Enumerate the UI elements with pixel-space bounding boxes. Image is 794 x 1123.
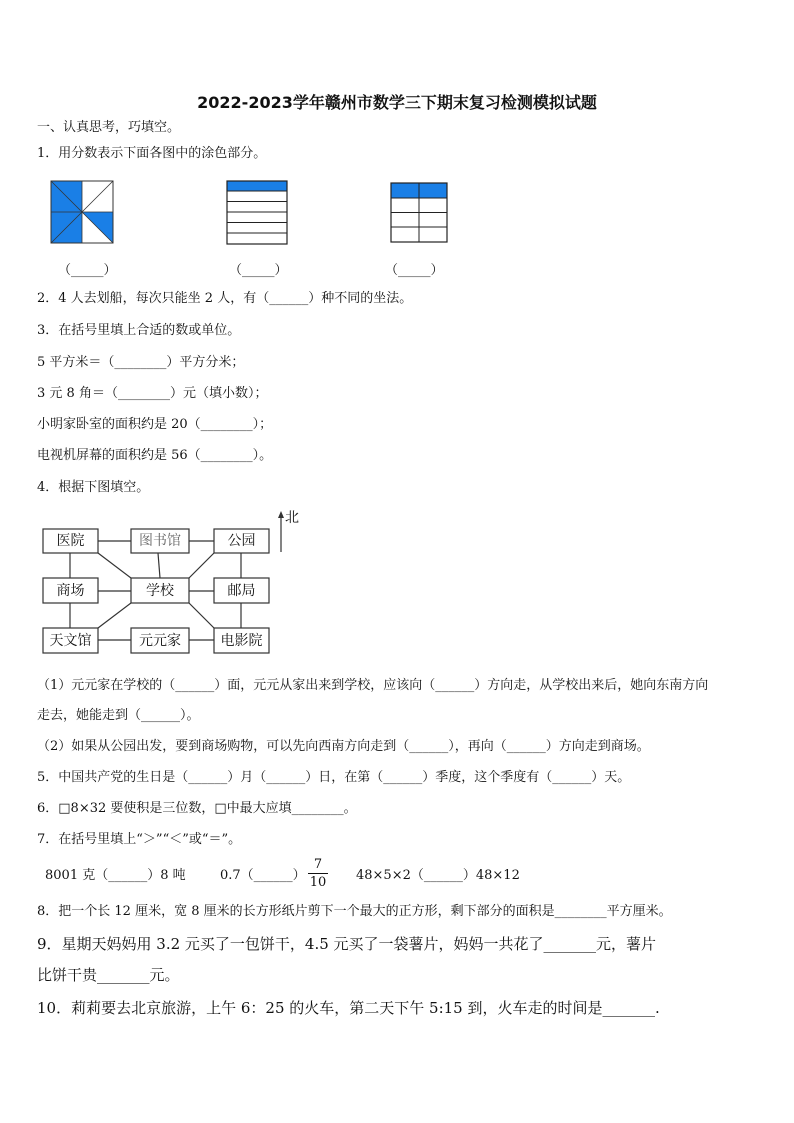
location-map (40, 510, 310, 660)
question-10: 10．莉莉要去北京旅游，上午 6：25 的火车，第二天下午 5:15 到，火车走的时间是_______. (37, 999, 660, 1017)
question-3-line-4: 电视机屏幕的面积约是 56（________）。 (37, 448, 273, 463)
map-mall: 商场 (56, 583, 85, 599)
question-4: 4．根据下图填空。 (37, 480, 150, 495)
fraction-numerator: 7 (308, 856, 328, 874)
map-park: 公园 (227, 533, 256, 549)
question-3: 3．在括号里填上合适的数或单位。 (37, 323, 241, 338)
map-post-office: 邮局 (227, 583, 256, 599)
figure-strip-rectangle (226, 180, 288, 246)
page-title: 2022-2023学年赣州市数学三下期末复习检测模拟试题 (197, 93, 597, 112)
section-heading: 一、认真思考，巧填空。 (37, 120, 181, 135)
question-7-item-b: 0.7（______） (220, 868, 306, 883)
question-6: 6．□8×32 要使积是三位数，□中最大应填________。 (37, 801, 357, 816)
figure-2-answer: （_____） (229, 263, 288, 278)
map-school: 学校 (146, 583, 174, 599)
fraction-seven-tenths (308, 856, 328, 891)
question-7-item-c: 48×5×2（______）48×12 (356, 868, 520, 883)
question-3-line-3: 小明家卧室的面积约是 20（________）； (37, 417, 273, 432)
map-library: 图书馆 (139, 533, 181, 549)
figure-square-triangles (50, 180, 114, 244)
map-observatory: 天文馆 (49, 633, 92, 649)
map-yuanyuan-home: 元元家 (139, 633, 181, 649)
question-5: 5．中国共产党的生日是（______）月（______）日，在第（______）季度，这个季度有（______）天。 (37, 770, 631, 785)
fraction-denominator: 10 (309, 875, 327, 890)
question-4-part-2: （2）如果从公园出发，要到商场购物，可以先向西南方向走到（______），再向（______）方向走到商场。 (37, 739, 650, 754)
question-8: 8．把一个长 12 厘米，宽 8 厘米的长方形纸片剪下一个最大的正方形，剩下部分的面积是________平方厘米。 (37, 904, 672, 919)
question-9-line-2: 比饼干贵_______元。 (37, 966, 180, 984)
question-1: 1．用分数表示下面各图中的涂色部分。 (37, 146, 267, 161)
question-3-line-2: 3 元 8 角＝（________）元（填小数）； (37, 386, 268, 401)
question-9-line-1: 9．星期天妈妈用 3.2 元买了一包饼干，4.5 元买了一袋薯片，妈妈一共花了_______元，薯片 (37, 935, 657, 953)
map-hospital: 医院 (56, 533, 85, 549)
figure-3-answer: （_____） (385, 263, 444, 278)
question-3-line-1: 5 平方米＝（________）平方分米； (37, 355, 245, 370)
figure-grid (390, 182, 448, 244)
map-cinema: 电影院 (220, 633, 263, 649)
question-2: 2．4 人去划船，每次只能坐 2 人，有（______）种不同的坐法。 (37, 291, 413, 306)
question-4-part-1a: （1）元元家在学校的（______）面，元元从家出来到学校，应该向（______）方向走，从学校出来后，她向东南方向 (37, 678, 709, 693)
question-7: 7．在括号里填上“＞”“＜”或“＝”。 (37, 832, 242, 847)
question-4-part-1b: 走去，她能走到（______）。 (37, 708, 200, 723)
question-7-item-a: 8001 克（______）8 吨 (45, 868, 186, 883)
figure-1-answer: （_____） (58, 263, 117, 278)
north-label: 北 (285, 510, 299, 526)
